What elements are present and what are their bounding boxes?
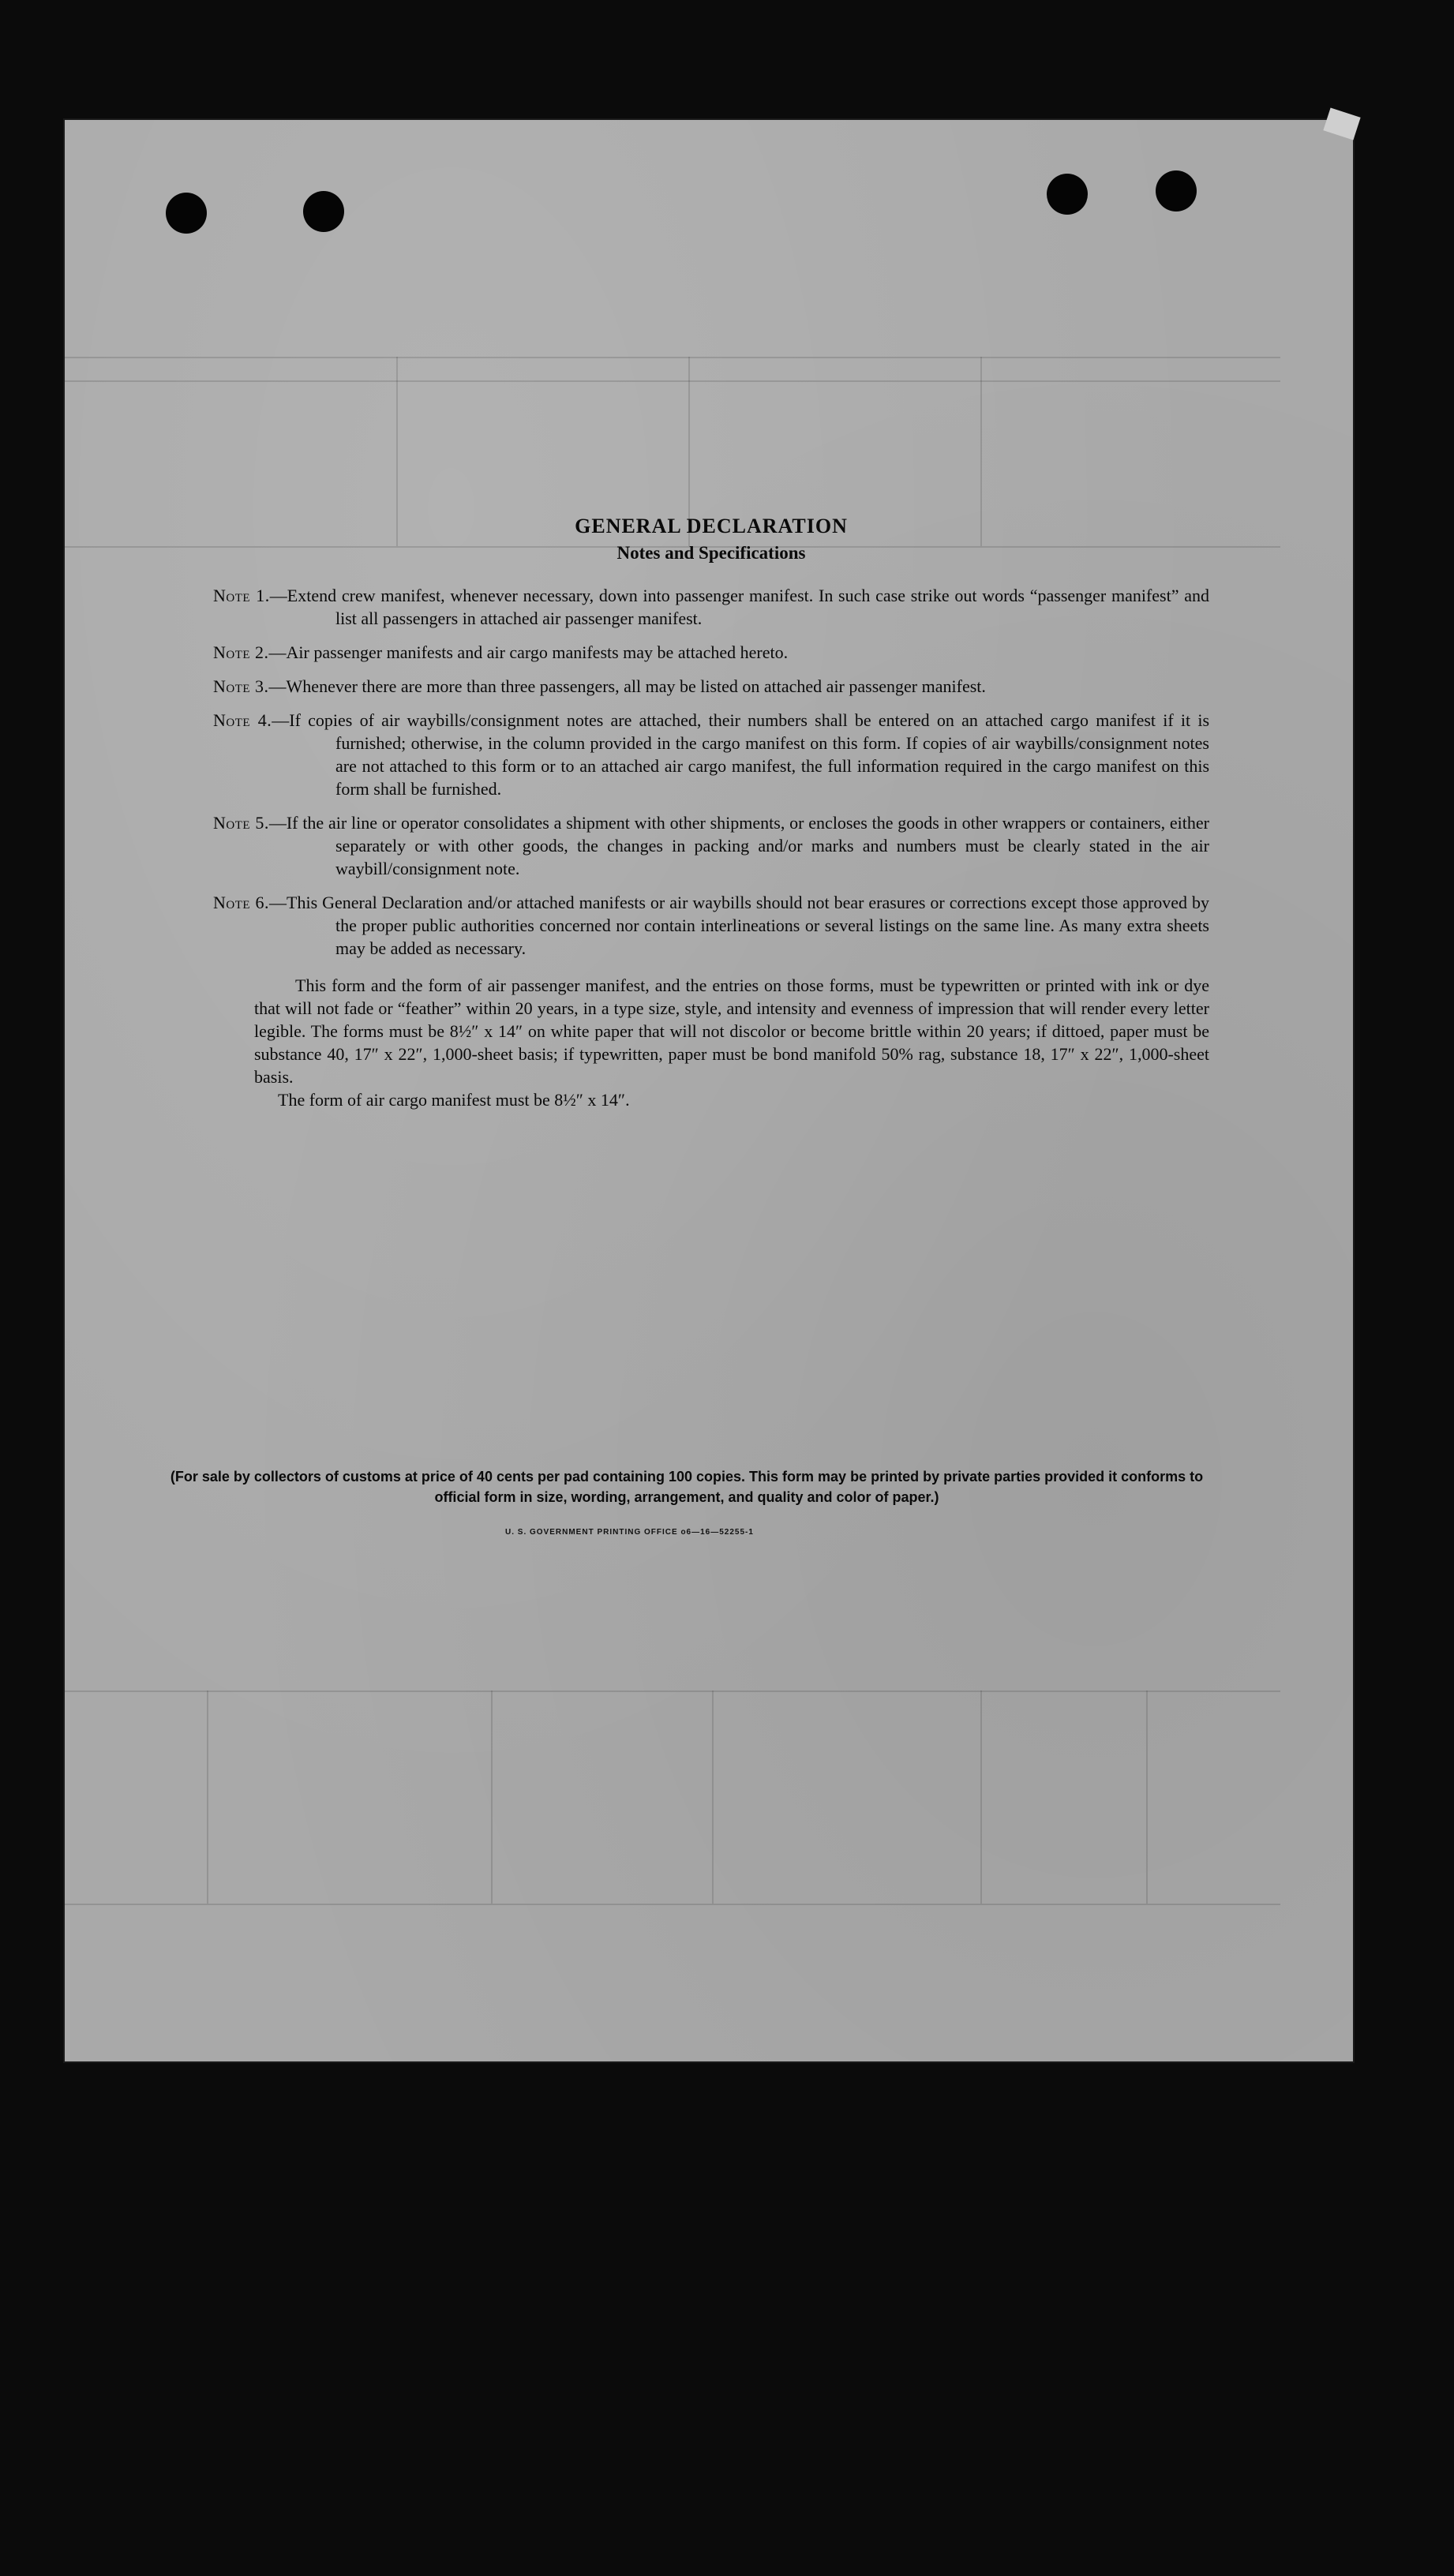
sale-note: (For sale by collectors of customs at price of 40 cents per pad containing 100 copies. This form may be printed by private parties provided it conforms to official form in size, wording, arrangement, and quality and color of paper.): [170, 1469, 1204, 1505]
note-label: Note 1.: [213, 586, 270, 605]
page-subtitle: Notes and Specifications: [616, 543, 806, 563]
bleed-through-line: [491, 1690, 493, 1904]
punch-hole-3: [1047, 174, 1088, 215]
page-title: GENERAL DECLARATION: [575, 515, 848, 537]
bleed-through-line: [65, 1690, 1280, 1692]
note-text: —Air passenger manifests and air cargo manifests may be attached hereto.: [268, 642, 789, 662]
bleed-through-line: [1146, 1690, 1148, 1904]
note-5: [213, 811, 1209, 880]
note-text: —Whenever there are more than three passengers, all may be listed on attached air passenger manifest.: [268, 676, 986, 696]
note-6: [213, 891, 1209, 960]
note-label: Note 6.: [213, 893, 270, 912]
note-2: [213, 641, 1209, 664]
note-text: —Extend crew manifest, whenever necessary, down into passenger manifest. In such case strike out words “passenger manifest” and list all passengers in attached air passenger manifest.: [269, 586, 1210, 628]
bleed-through-line: [712, 1690, 714, 1904]
printing-office-line: U. S. GOVERNMENT PRINTING OFFICE o6—16—52255-1: [505, 1528, 754, 1537]
note-text: —If the air line or operator consolidates a shipment with other shipments, or encloses the goods in other wrappers or containers, either separately or with other goods, the changes in packing and/or marks and numbers must be clearly stated in the air waybill/consignment note.: [268, 813, 1209, 878]
note-label: Note 3.: [213, 676, 269, 696]
bleed-through-line: [65, 357, 1280, 358]
note-text: —If copies of air waybills/consignment notes are attached, their numbers shall be entered on an attached cargo manifest if it is furnished; otherwise, in the column provided in the cargo manifest on this form. If copies of air waybills/consignment notes are not attached to this form or to an attached air cargo manifest, the full information required in the cargo manifest on this form shall be furnished.: [272, 710, 1210, 799]
punch-hole-2: [303, 191, 344, 232]
note-text: —This General Declaration and/or attached manifests or air waybills should not bear erasures or corrections except those approved by the proper public authorities concerned nor contain interlineations or several listings on the same line. As many extra sheets may be added as necessary.: [269, 893, 1209, 958]
note-1: [213, 584, 1209, 630]
bleed-through-line: [207, 1690, 208, 1904]
declaration-notes: [213, 515, 1209, 1111]
torn-corner: [1323, 108, 1360, 140]
note-3: [213, 675, 1209, 698]
punch-hole-4: [1156, 170, 1197, 212]
note-label: Note 2.: [213, 642, 269, 662]
bleed-through-line: [980, 1690, 982, 1904]
note-label: Note 5.: [213, 813, 269, 833]
cargo-manifest-size-note: The form of air cargo manifest must be 8½″ x 14″.: [278, 1090, 630, 1110]
note-label: Note 4.: [213, 710, 272, 730]
bleed-through-line: [65, 1904, 1280, 1905]
note-4: [213, 709, 1209, 800]
specifications-paragraph: This form and the form of air passenger manifest, and the entries on those forms, must be typewritten or printed with ink or dye that will not fade or “feather” within 20 years, in a type size, style, and intensity and evenness of impression that will render every letter legible. The forms must be 8½″ x 14″ on white paper that will not discolor or become brittle within 20 years; if dittoed, paper must be substance 40, 17″ x 22″, 1,000-sheet basis; if typewritten, paper must be bond manifold 50% rag, substance 18, 17″ x 22″, 1,000-sheet basis.: [254, 975, 1209, 1087]
punch-hole-1: [166, 193, 207, 234]
bleed-through-line: [65, 380, 1280, 382]
